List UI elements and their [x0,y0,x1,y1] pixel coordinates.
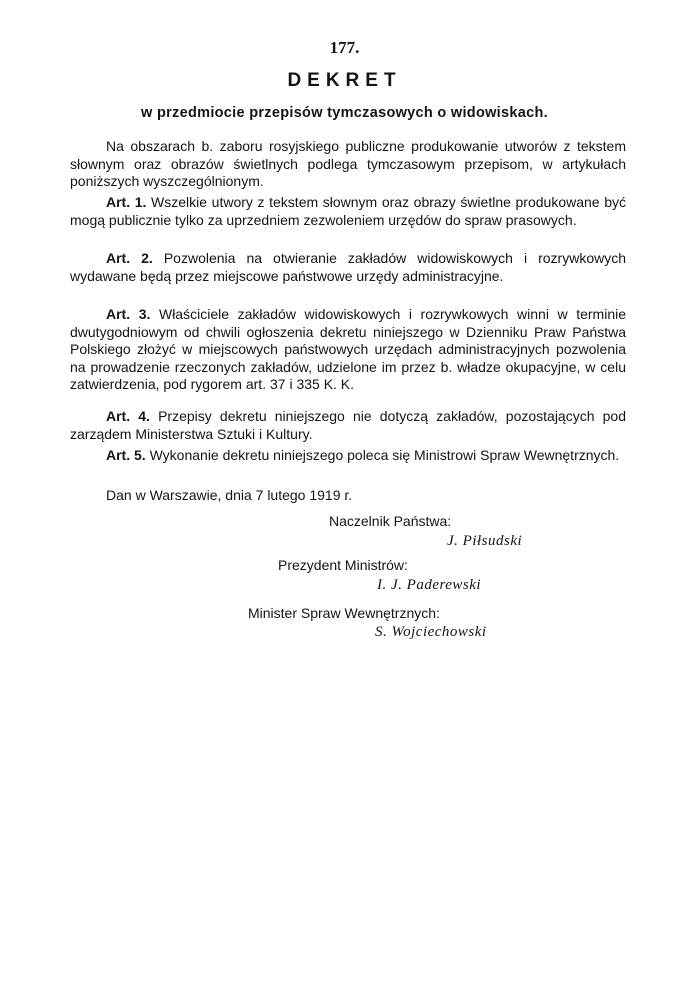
date-line: Dan w Warszawie, dnia 7 lutego 1919 r. [106,487,353,503]
article-3-text: Właściciele zakładów widowiskowych i rozrywkowych winni w terminie dwutygodniowym od chwili ogłoszenia dekretu niniejszego w Dzienniku Praw Państwa Polskiego złożyć w miejscowych państwowych urzędach administracyjnych pozwolenia na prowadzenie rzeczonych zakładów, udzielone im przez b. władze okupacyjne, w celu zatwierdzenia, pod rygorem art. 37 i 335 K. K. [70,306,627,392]
article-2-label: Art. 2. [106,250,153,266]
article-4-label: Art. 4. [106,408,150,424]
article-5-label: Art. 5. [106,447,146,463]
intro-paragraph: Na obszarach b. zaboru rosyjskiego publiczne produkowanie utworów z tekstem słownym oraz obrazów świetlnych podlega tymczasowym przepisom, w artykułach poniższych wyszczególnionym. [70,138,626,189]
article-3 [70,306,626,394]
article-4 [70,408,626,443]
article-5-text: Wykonanie dekretu niniejszego poleca się Ministrowi Spraw Wewnętrznych. [149,447,620,463]
decree-subtitle: w przedmiocie przepisów tymczasowych o widowiskach. [141,105,548,121]
signature-role-interior-minister: Minister Spraw Wewnętrznych: [248,605,440,621]
signature-name-paderewski: I. J. Paderewski [377,577,482,593]
signature-role-head-of-state: Naczelnik Państwa: [329,513,452,529]
page-number: 177. [329,38,360,57]
decree-title: DEKRET [287,70,402,91]
article-5 [70,447,626,465]
signature-role-prime-minister: Prezydent Ministrów: [278,557,408,573]
article-1-label: Art. 1. [106,194,147,210]
article-1 [70,194,626,229]
article-2-text: Pozwolenia na otwieranie zakładów widowiskowych i rozrywkowych wydawane będą przez miejscowe państwowe urzędy administracyjne. [70,250,627,284]
signature-name-wojciechowski: S. Wojciechowski [375,624,487,640]
article-4-text: Przepisy dekretu niniejszego nie dotyczą zakładów, pozostających pod zarządem Ministerstwa Sztuki i Kultury. [70,408,626,442]
article-1-text: Wszelkie utwory z tekstem słownym oraz obrazy świetlne produkowane być mogą publicznie tylko za uprzedniem zezwoleniem urzędów do spraw prasowych. [70,194,626,228]
article-3-label: Art. 3. [106,306,151,322]
article-2 [70,250,626,285]
signature-name-pilsudski: J. Piłsudski [447,533,523,549]
